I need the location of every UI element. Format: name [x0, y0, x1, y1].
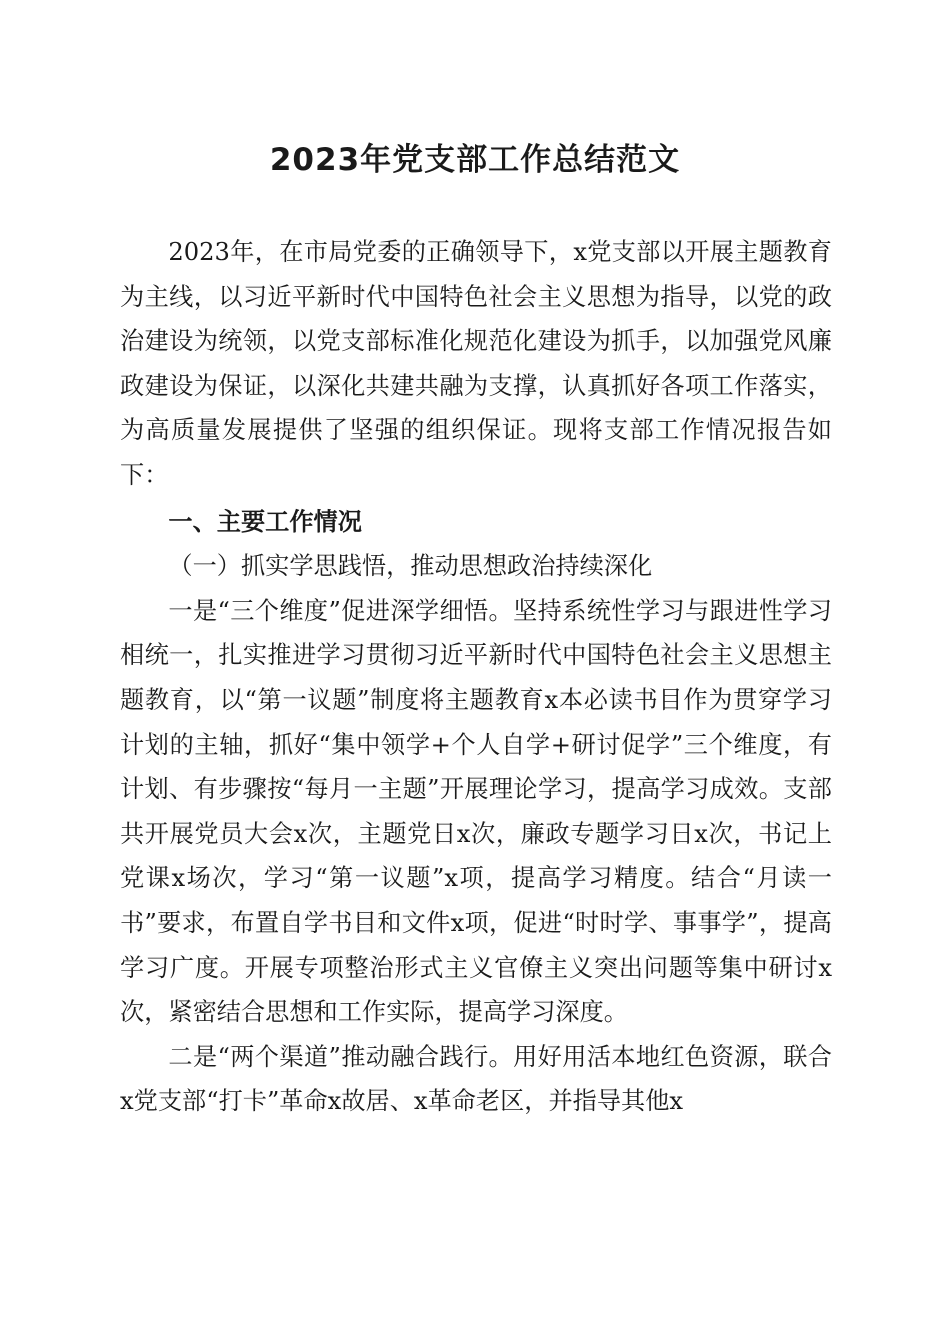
subsection-heading: （一）抓实学思践悟，推动思想政治持续深化	[168, 552, 653, 581]
section-heading: 一、主要工作情况	[168, 507, 362, 536]
body-paragraph: 二是“两个渠道”推动融合践行。用好用活本地红色资源，联合x党支部“打卡”革命x故居、x革命老区，并指导其他x	[120, 1042, 832, 1116]
intro-paragraph: 2023年，在市局党委的正确领导下，x党支部以开展主题教育为主线，以习近平新时代中国特色社会主义思想为指导，以党的政治建设为统领，以党支部标准化规范化建设为抓手，以加强党风廉政建设为保证，以深化共建共融为支撑，认真抓好各项工作落实，为高质量发展提供了坚强的组织保证。现将支部工作情况报告如下：	[120, 238, 832, 489]
document-title: 2023年党支部工作总结范文	[269, 142, 681, 178]
document-body	[120, 230, 832, 1124]
body-paragraph: 一是“三个维度”促进深学细悟。坚持系统性学习与跟进性学习相统一，扎实推进学习贯彻习近平新时代中国特色社会主义思想主题教育，以“第一议题”制度将主题教育x本必读书目作为贯穿学习计划的主轴，抓好“集中领学+个人自学+研讨促学”三个维度，有计划、有步骤按“每月一主题”开展理论学习，提高学习成效。支部共开展党员大会x次，主题党日x次，廉政专题学习日x次，书记上党课x场次，学习“第一议题”x项，提高学习精度。结合“月读一书”要求，布置自学书目和文件x项，促进“时时学、事事学”，提高学习广度。开展专项整治形式主义官僚主义突出问题等集中研讨x次，紧密结合思想和工作实际，提高学习深度。	[120, 596, 832, 1027]
